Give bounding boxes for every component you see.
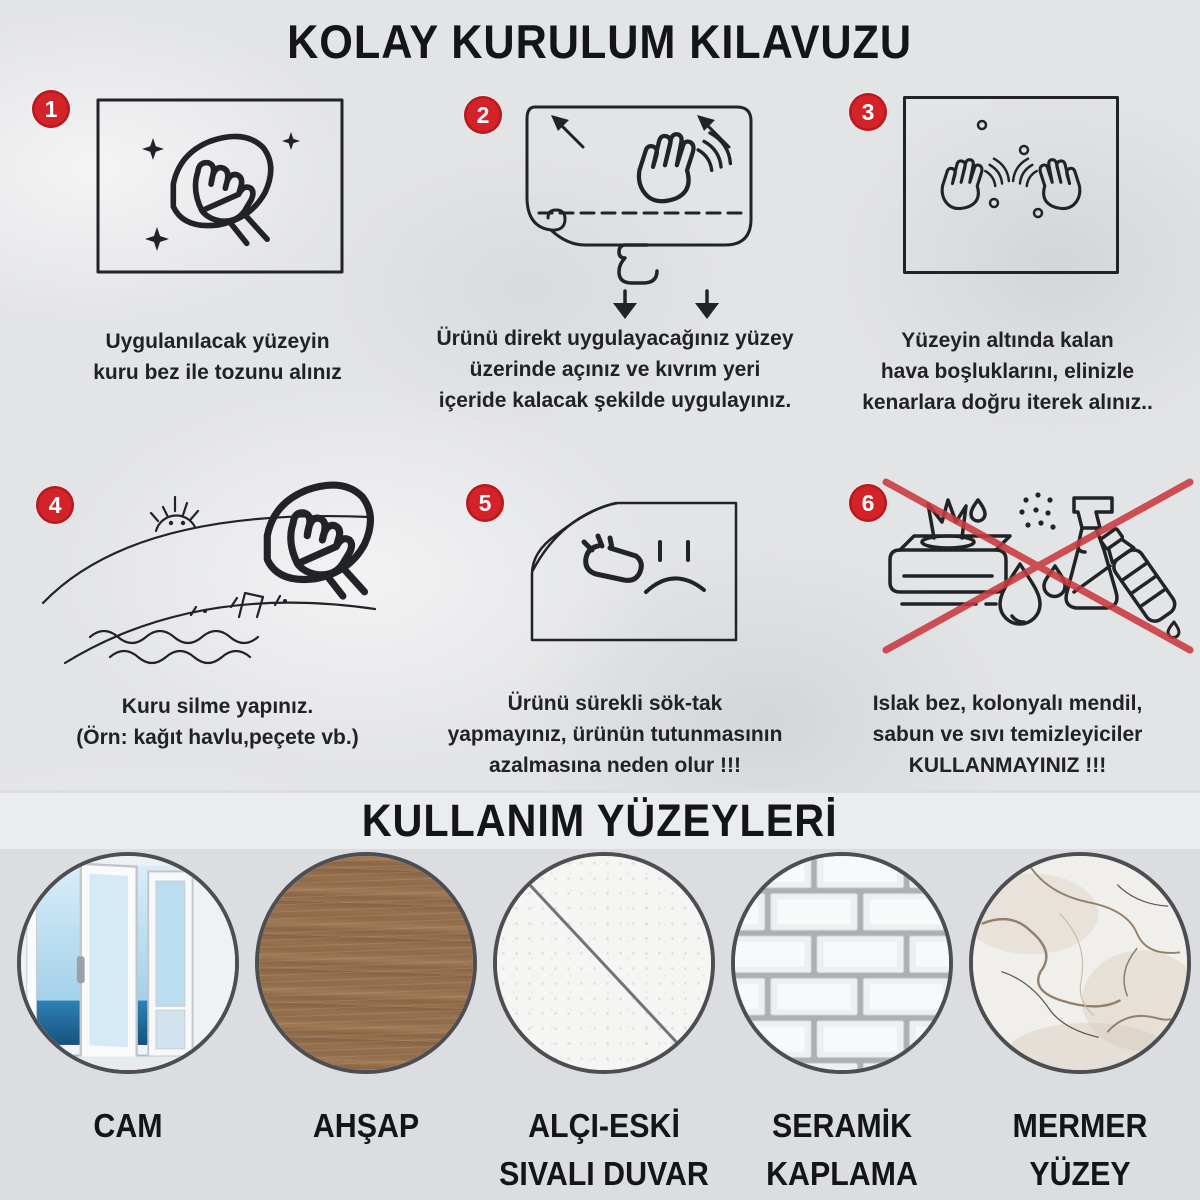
sparkle-icons bbox=[142, 132, 300, 251]
caption-line: sabun ve sıvı temizleyiciler bbox=[872, 723, 1143, 746]
surface-label-line: YÜZEY bbox=[1029, 1155, 1131, 1192]
step-number-badge bbox=[464, 96, 502, 134]
surface-photo-ceramic bbox=[731, 852, 953, 1074]
step-number-badge bbox=[466, 484, 504, 522]
plaster-texture bbox=[497, 856, 711, 1070]
surface-label-line: SERAMİK bbox=[771, 1107, 913, 1144]
unroll-product-on-surface-icon bbox=[507, 93, 767, 321]
surface-label-ceramic bbox=[712, 1102, 972, 1198]
no-wet-cleaners-crossed-icon bbox=[878, 470, 1198, 665]
push-air-bubbles-hands-icon bbox=[902, 95, 1120, 275]
surface-label-line: AHŞAP bbox=[312, 1107, 420, 1144]
surfaces-title-text: KULLANIM YÜZEYLERİ bbox=[362, 795, 838, 846]
caption-line: Yüzeyin altında kalan bbox=[901, 329, 1114, 352]
step-2-icon-area bbox=[507, 93, 767, 326]
step-6-icon-area bbox=[878, 470, 1198, 670]
surface-photo-wood bbox=[255, 852, 477, 1074]
surface-label-line: ALÇI-ESKİ bbox=[528, 1107, 680, 1144]
step-number: 4 bbox=[48, 491, 62, 518]
step-number: 5 bbox=[478, 489, 492, 516]
surface-label-plaster bbox=[474, 1102, 734, 1198]
caption-line: (Örn: kağıt havlu,peçete vb.) bbox=[76, 726, 359, 749]
surface-label-line: KAPLAMA bbox=[766, 1155, 918, 1192]
sad-face-icon bbox=[646, 542, 704, 592]
caption-line: Uygulanılacak yüzeyin bbox=[105, 330, 330, 353]
step-number-badge bbox=[849, 93, 887, 131]
step-5-icon-area bbox=[518, 490, 743, 650]
open-window-sea-view-image bbox=[21, 856, 235, 1070]
step-5 bbox=[415, 455, 815, 800]
step-1 bbox=[20, 85, 415, 455]
caption-line: kuru bez ile tozunu alınız bbox=[93, 361, 342, 384]
step-6 bbox=[820, 455, 1195, 800]
surface-label-marble bbox=[950, 1102, 1200, 1198]
marble-texture-image bbox=[973, 856, 1187, 1070]
step-6-caption bbox=[820, 688, 1195, 781]
surface-label-glass bbox=[0, 1102, 258, 1150]
gripping-hand-icon bbox=[584, 536, 641, 580]
caption-line: içeride kalacak şekilde uygulayınız. bbox=[438, 389, 792, 412]
step-3-icon-area bbox=[902, 95, 1120, 280]
usage-surfaces-section bbox=[0, 790, 1200, 1200]
surface-label-line: MERMER bbox=[1012, 1107, 1148, 1144]
step-number: 3 bbox=[861, 98, 875, 125]
step-4-icon-area bbox=[35, 465, 380, 675]
step-number: 2 bbox=[476, 101, 490, 128]
cloth-in-hand-icon bbox=[267, 485, 370, 596]
waving-hand-icon bbox=[1013, 159, 1080, 209]
waving-hand-icon bbox=[942, 159, 1009, 209]
do-not-peel-reapply-icon bbox=[518, 490, 743, 645]
waving-hand-icon bbox=[639, 133, 730, 201]
surfaces-title-strip bbox=[0, 793, 1200, 849]
caption-line: Islak bez, kolonyalı mendil, bbox=[872, 692, 1143, 715]
surface-label-line: SIVALI DUVAR bbox=[499, 1155, 709, 1192]
step-number: 1 bbox=[44, 95, 58, 122]
ceramic-subway-tile-image bbox=[735, 856, 949, 1070]
dry-wipe-cloth-icon bbox=[35, 465, 380, 670]
surface-photo-marble bbox=[969, 852, 1191, 1074]
spray-mist-dots bbox=[1019, 492, 1055, 529]
air-bubble-dots bbox=[978, 121, 1042, 217]
surface-label-wood bbox=[236, 1102, 496, 1150]
caption-line: kenarlara doğru iterek alınız.. bbox=[862, 391, 1153, 414]
surface-label-line: CAM bbox=[93, 1107, 163, 1144]
caption-line: azalmasına neden olur !!! bbox=[488, 754, 742, 777]
surface-photo-glass bbox=[17, 852, 239, 1074]
step-number: 6 bbox=[861, 489, 875, 516]
caption-line: yapmayınız, ürünün tutunmasının bbox=[447, 723, 783, 746]
step-1-caption bbox=[20, 326, 415, 388]
step-number-badge bbox=[32, 90, 70, 128]
surface-photo-plaster bbox=[493, 852, 715, 1074]
caption-line: KULLANMAYINIZ !!! bbox=[908, 754, 1107, 777]
caption-line: hava boşluklarını, elinizle bbox=[880, 360, 1135, 383]
step-3 bbox=[820, 85, 1195, 455]
page-title-text: KOLAY KURULUM KILAVUZU bbox=[287, 15, 913, 68]
hand-dusting-surface-icon bbox=[95, 97, 345, 275]
step-2 bbox=[415, 85, 815, 455]
wood-grain-texture bbox=[259, 856, 473, 1070]
caption-line: Ürünü direkt uygulayacağınız yüzey bbox=[436, 327, 794, 350]
step-4-caption bbox=[20, 691, 415, 753]
caption-line: Ürünü sürekli sök-tak bbox=[507, 692, 723, 715]
step-4 bbox=[20, 455, 415, 800]
plaster-diagonal-line bbox=[498, 852, 710, 1074]
step-1-icon-area bbox=[95, 97, 345, 280]
plastic-bottle-icon bbox=[1095, 525, 1179, 625]
caption-line: Kuru silme yapınız. bbox=[121, 695, 314, 718]
caption-line: üzerinde açınız ve kıvrım yeri bbox=[469, 358, 761, 381]
step-3-caption bbox=[820, 325, 1195, 418]
page-title bbox=[0, 14, 1200, 69]
step-2-caption bbox=[415, 323, 815, 416]
step-5-caption bbox=[415, 688, 815, 781]
